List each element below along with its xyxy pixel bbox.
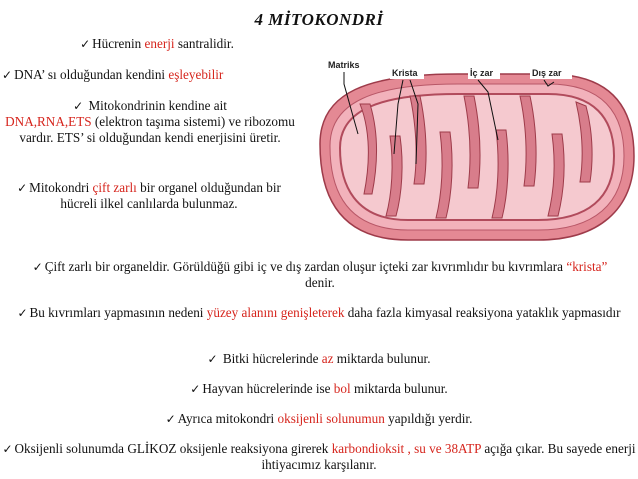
highlight: bol [333,381,351,396]
svg-text:Krista: Krista [392,68,418,78]
svg-text:Matriks: Matriks [328,60,360,70]
text: santralidir. [174,36,234,51]
check-icon: ✓ [165,412,176,426]
text: miktarda bulunur. [333,351,431,366]
text: Ayrıca mitokondri [177,411,278,426]
check-icon: ✓ [17,181,28,195]
text: yapıldığı yerdir. [384,411,473,426]
text: Oksijenli solunumda GLİKOZ oksijenle reaksiyona girerek [14,441,332,456]
text: Mitokondri [29,180,93,195]
highlight: oksijenli solunumun [277,411,385,426]
highlight: eşleyebilir [168,67,224,82]
highlight: DNA,RNA,ETS [5,114,92,129]
highlight: az [321,351,334,366]
bullet-2 [2,67,302,83]
text: denir. [305,275,335,290]
text: bir organel olduğundan bir hücreli ilkel canlılarda bulunmaz. [60,180,281,211]
check-icon: ✓ [190,382,201,396]
highlight: enerji [144,36,175,51]
svg-text:Dış zar: Dış zar [532,68,562,78]
check-icon: ✓ [32,260,43,274]
text: Bu kıvrımları yapmasının nedeni [29,305,207,320]
highlight: yüzey alanını genişleterek [206,305,345,320]
text: daha fazla kimyasal reaksiyona yataklık yapmasıdır [344,305,621,320]
check-icon: ✓ [2,442,13,456]
label-matrix [326,58,372,71]
svg-text:İç zar: İç zar [470,68,494,78]
check-icon: ✓ [73,99,84,113]
text: DNA’ sı olduğundan kendini [14,67,169,82]
bullet-1 [52,36,262,52]
text: açığa çıkar. Bu sayede enerji ihtiyacımız karşılanır. [261,441,636,472]
bullet-6 [2,305,636,321]
label-krista [390,66,424,79]
check-icon: ✓ [80,37,91,51]
check-icon: ✓ [2,68,13,82]
text: miktarda bulunur. [350,381,448,396]
bullet-5 [22,259,618,291]
text: Bitki hücrelerinde [219,351,322,366]
text: Çift zarlı bir organeldir. Görüldüğü gibi iç ve dış zardan oluşur içteki zar kıvrımlıdır bu kıvrımlara [44,259,567,274]
page-title: 4 MİTOKONDRİ [254,10,384,29]
bullet-7 [0,351,638,367]
text: (elektron taşıma sistemi) ve ribozomu vardır. ETS’ si olduğundan kendi enerjisini üretir. [19,114,295,145]
bullet-10 [2,441,636,473]
highlight: “krista” [566,259,608,274]
label-dis-zar [530,66,572,79]
bullet-9 [0,411,638,427]
check-icon: ✓ [207,352,218,366]
text: Hayvan hücrelerinde ise [202,381,334,396]
bullet-4 [8,180,290,212]
bullet-3 [4,98,296,146]
highlight: çift zarlı [92,180,137,195]
text: Hücrenin [92,36,145,51]
bullet-8 [0,381,638,397]
highlight: karbondioksit , su ve 38ATP [331,441,482,456]
label-ic-zar [468,66,500,79]
text: Mitokondrinin kendine ait [85,98,227,113]
mitochondrion-diagram [298,44,638,252]
check-icon: ✓ [17,306,28,320]
